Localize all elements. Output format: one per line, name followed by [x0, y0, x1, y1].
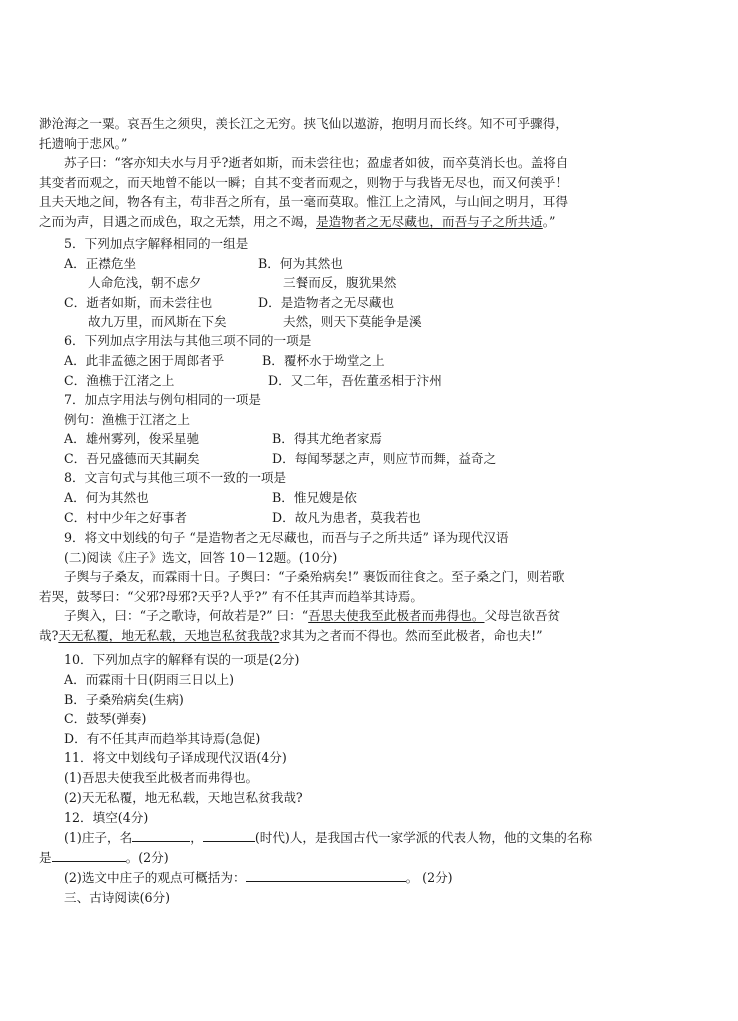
text-run: (时代)人，是我国古代一家学派的代表人物，他的文集的名称 — [254, 830, 593, 845]
option-c: C．鼓琴(弹奏) — [64, 711, 147, 726]
question-12: 12．填空(4分) — [64, 810, 149, 825]
passage-line — [39, 626, 543, 646]
option-c: C．村中少年之好事者 — [64, 510, 187, 525]
option-a: A．正襟危坐 — [64, 256, 137, 271]
option-d: D．故凡为患者，莫我若也 — [272, 510, 421, 525]
option-c: C．吾兄盛德而天其嗣矣 — [64, 451, 200, 466]
question-9: 9．将文中划线的句子 “是造物者之无尽藏也，而吾与子之所共适” 译为现代汉语 — [64, 530, 509, 545]
passage-line — [64, 606, 560, 626]
option-sub: 夫然，则天下莫能争是溪 — [283, 314, 422, 329]
underlined-sentence: 吾思夫使我至此极者而弗得也。 — [308, 608, 485, 623]
underlined-sentence: 天无私覆，地无私载，天地岂私贫我哉? — [58, 628, 280, 643]
example-line: 例句：渔樵于江渚之上 — [64, 412, 190, 427]
answer-blank[interactable] — [246, 868, 406, 882]
text-run: ， — [190, 830, 203, 845]
option-sub: 人命危浅，朝不虑夕 — [88, 275, 202, 290]
text-run: 。” — [542, 213, 556, 229]
option-a: A．何为其然也 — [64, 490, 149, 505]
option-a: A．雄州雾列，俊采星驰 — [64, 431, 200, 446]
option-d: D．有不任其声而趋举其诗焉(急促) — [64, 731, 261, 746]
passage-line: 苏子曰：“客亦知夫水与月乎?逝者如斯，而未尝往也；盈虚者如彼，而卒莫消长也。盖将自 — [64, 155, 569, 170]
option-a: A．此非孟德之困于周郎者乎 — [64, 353, 225, 368]
passage-line — [39, 212, 555, 232]
passage-line: 渺沧海之一粟。哀吾生之须臾，羡长江之无穷。挟飞仙以遨游，抱明月而长终。知不可乎骤得， — [39, 116, 568, 131]
passage-line: 若哭，鼓琴曰：“父邪?母邪?天乎?人乎?” 有不任其声而趋举其诗焉。 — [39, 589, 423, 604]
question-11: 11．将文中划线句子译成现代汉语(4分) — [64, 750, 287, 765]
passage-line: 托遗响于悲风。” — [39, 135, 128, 151]
passage-line: 且夫天地之间，物各有主，苟非吾之所有，虽一毫而莫取。惟江上之清风，与山间之明月，耳得 — [39, 194, 568, 209]
sub-question: (2)天无私覆，地无私载，天地岂私贫我哉? — [64, 790, 303, 805]
answer-blank[interactable] — [132, 828, 190, 842]
text-run: 是 — [39, 850, 52, 865]
option-d: D．又二年，吾佐董丞相于汴州 — [268, 373, 442, 388]
question-7: 7．加点字用法与例句相同的一项是 — [64, 392, 261, 407]
question-8: 8．文言句式与其他三项不一致的一项是 — [64, 470, 287, 485]
option-sub: 三餐而反，腹犹果然 — [283, 275, 397, 290]
text-run: 。 (2分) — [405, 870, 453, 885]
text-run: 父母岂欲吾贫 — [484, 608, 561, 623]
option-b: B．得其尤绝者家焉 — [272, 431, 383, 446]
option-c: C．渔樵于江渚之上 — [64, 373, 175, 388]
option-d: D．每闻琴瑟之声，则应节而舞，益奇之 — [272, 451, 497, 466]
sub-question — [64, 868, 453, 888]
text-run: 哉? — [39, 628, 59, 643]
option-c: C．逝者如斯，而未尝往也 — [64, 295, 213, 310]
option-b: B．覆杯水于坳堂之上 — [262, 353, 385, 368]
option-d: D．是造物者之无尽藏也 — [258, 295, 395, 310]
option-a: A．而霖雨十日(阴雨三日以上) — [64, 672, 235, 687]
option-b: B．惟兄嫂是依 — [272, 490, 357, 505]
text-run: (1)庄子，名 — [64, 830, 133, 845]
question-6: 6．下列加点字用法与其他三项不同的一项是 — [64, 333, 312, 348]
option-b: B．何为其然也 — [258, 256, 343, 271]
option-sub: 故九万里，而风斯在下矣 — [88, 314, 227, 329]
text-run: 之而为声，目遇之而成色，取之无禁，用之不竭， — [39, 213, 317, 229]
text-run: 子舆入，曰：“子之歌诗，何故若是?” 曰：“ — [64, 608, 309, 623]
sub-question — [39, 848, 169, 868]
sub-question — [64, 828, 592, 848]
question-5: 5．下列加点字解释相同的一组是 — [64, 236, 249, 251]
section-heading: 三、古诗阅读(6分) — [64, 890, 170, 905]
sub-question: (1)吾思夫使我至此极者而弗得也。 — [64, 770, 259, 785]
question-10: 10．下列加点字的解释有误的一项是(2分) — [64, 652, 300, 667]
option-b: B．子桑殆病矣(生病) — [64, 692, 184, 707]
passage-line: 子舆与子桑友，而霖雨十日。子舆曰：“子桑殆病矣!” 裹饭而往食之。至子桑之门，则若歌 — [64, 569, 565, 584]
answer-blank[interactable] — [52, 848, 126, 862]
underlined-sentence: 是造物者之无尽藏也，而吾与子之所共适 — [316, 213, 543, 229]
passage-line: 其变者而观之，而天地曾不能以一瞬；自其不变者而观之，则物于与我皆无尽也，而又何羡乎！ — [39, 174, 568, 190]
text-run: (2)选文中庄子的观点可概括为： — [64, 870, 246, 885]
answer-blank[interactable] — [203, 828, 255, 842]
text-run: 。(2分) — [125, 850, 169, 865]
text-run: 求其为之者而不得也。然而至此极者，命也夫!” — [279, 628, 543, 643]
section-heading: (二)阅读《庄子》选文，回答 10－12题。(10分) — [64, 550, 338, 565]
